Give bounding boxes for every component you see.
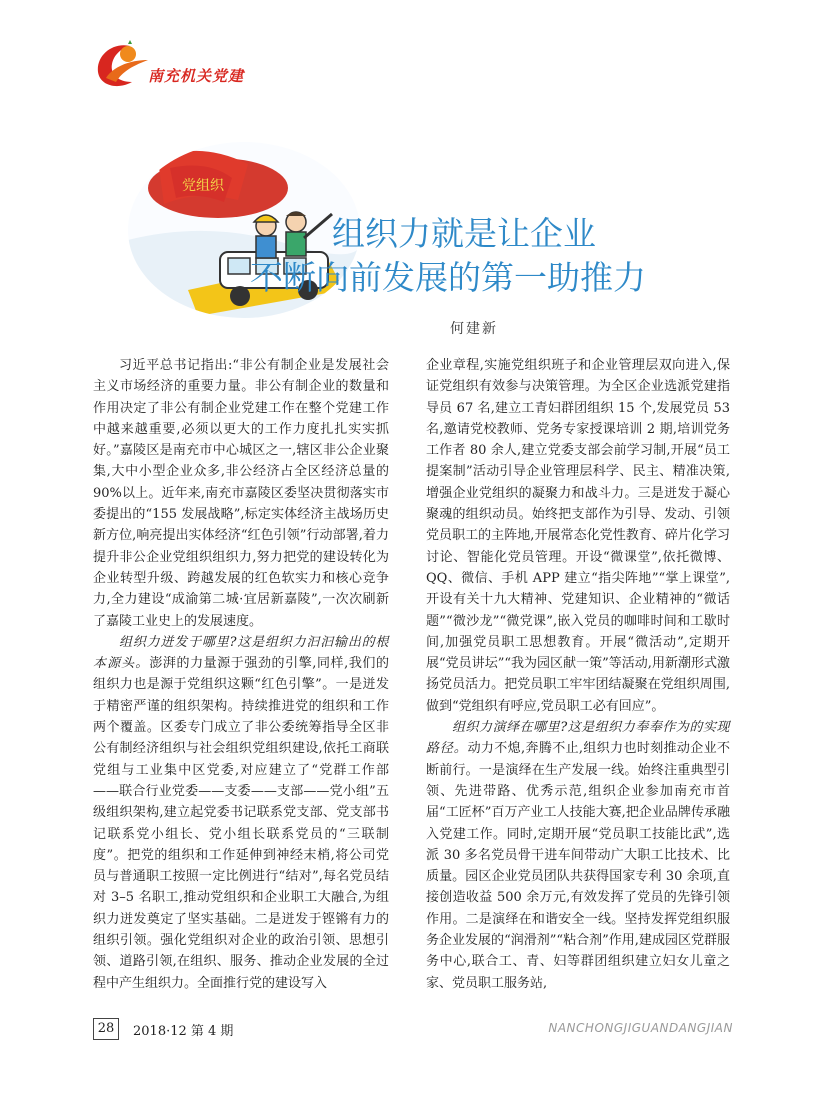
section-lead: 组织力迸发于哪里?这是组织力汩汩输出的根本源头。 (93, 634, 389, 672)
magazine-brand: 南充机关党建 (148, 67, 245, 85)
right-column (426, 355, 730, 994)
article-title (250, 212, 720, 300)
paragraph: 企业章程,实施党组织班子和企业管理层双向进入,保证党组织有效参与决策管理。为全区企业选派党建指导员 67 名,建立工青妇群团组织 15 个,发展党员 53 名,邀请党校教师、党务专家授课培训 2 期,培训党务工作者 80 余人,建立党委支部会前学习制,开展“员工提案制”活动引导企业管理层科学、民主、精准决策,增强企业党组织的凝聚力和战斗力。三是迸发于凝心聚魂的组织动员。始终把支部作为引导、发动、引领党员职工的主阵地,开展常态化党性教育、碎片化学习讨论、智能化党员管理。开设“微课堂”,依托微博、QQ、微信、手机 APP 建立“指尖阵地”“掌上课堂”,开设有关十九大精神、党建知识、企业精神的“微话题”“微沙龙”“微党课”,嵌入党员的咖啡时间和工歇时间,加强党员职工思想教育。开展“微活动”,定期开展“党员讲坛”“我为园区献一策”等活动,用新潮形式激扬党员活力。把党员职工牢牢团结凝聚在党组织周围,做到“党组织有呼应,党员职工必有回应”。 (426, 358, 730, 714)
page-number: 28 (93, 1018, 119, 1040)
title-line-2: 不断向前发展的第一助推力 (250, 258, 646, 297)
issue-info: 2018·12 第 4 期 (133, 1024, 234, 1039)
title-line-1: 组织力就是让企业 (332, 214, 596, 253)
magazine-logo-icon (92, 38, 152, 94)
paragraph-body: 澎湃的力量源于强劲的引擎,同样,我们的组织力也是源于党组织这颗“红色引擎”。一是迸发于精密严谨的组织架构。持续推进党的组织和工作两个覆盖。区委专门成立了非公委统筹指导全区非公有制经济组织与社会组织党组织建设,依托工商联党组与工业集中区党委,对应建立了“党群工作部——联合行业党委——支委——支部——党小组”五级组织架构,建立起党委书记联系党支部、党支部书记联系党小组长、党小组长联系党员的“三联制度”。把党的组织和工作延伸到神经末梢,将公司党员与普通职工按照一定比例进行“结对”,每名党员结对 3–5 名职工,推动党组织和企业职工大融合,为组织力迸发奠定了坚实基础。二是迸发于铿锵有力的组织引领。强化党组织对企业的政治引领、思想引领、道路引领,在组织、服务、推动企业发展的全过程中产生组织力。全面推行党的建设写入 (93, 656, 389, 991)
page-footer (93, 1018, 733, 1042)
paragraph (93, 632, 389, 994)
magazine-name: NANCHONGJIGUANDANGJIAN (548, 1021, 733, 1035)
masthead (92, 38, 312, 94)
section-lead: 组织力演绎在哪里?这是组织力奉奉作为的实现路径。 (426, 720, 730, 757)
paragraph (426, 717, 730, 994)
paragraph-body: 动力不熄,奔腾不止,组织力也时刻推动企业不断前行。一是演绎在生产发展一线。始终注重典型引领、先进带路、优秀示范,组织企业参加南充市首届“工匠杯”百万产业工人技能大赛,把企业品牌传承融入党建工作。同时,定期开展“党员职工技能比武”,选派 30 多名党员骨干进车间带动广大职工比技术、比质量。园区企业党员团队共获得国家专利 30 余项,直接创造收益 500 余万元,有效发挥了党员的先锋引领作用。二是演绎在和谐安全一线。坚持发挥党组织服务企业发展的“润滑剂”“粘合剂”作用,建成园区党群服务中心,联合工、青、妇等群团组织建立妇女儿童之家、党员职工服务站, (426, 741, 730, 991)
flag-label: 党组织 (182, 178, 224, 194)
paragraph: 习近平总书记指出:“非公有制企业是发展社会主义市场经济的重要力量。非公有制企业的数量和作用决定了非公有制企业党建工作在整个党建工作中越来越重要,必须以更大的工作力度扎扎实实抓好。”嘉陵区是南充市中心城区之一,辖区非公企业聚集,大中小型企业众多,非公经济占全区经济总量的90%以上。近年来,南充市嘉陵区委坚决贯彻落实市委提出的“155 发展战略”,标定实体经济主战场历史新方位,响亮提出实体经济“红色引领”行动部署,着力提升非公企业党组织组织力,努力把党的建设转化为企业转型升级、跨越发展的红色软实力和核心竞争力,全力建设“成渝第二城·宜居新嘉陵”,一次次刷新了嘉陵工业史上的发展速度。 (93, 358, 389, 629)
article-author: 何建新 (450, 321, 498, 337)
left-column (93, 355, 389, 994)
